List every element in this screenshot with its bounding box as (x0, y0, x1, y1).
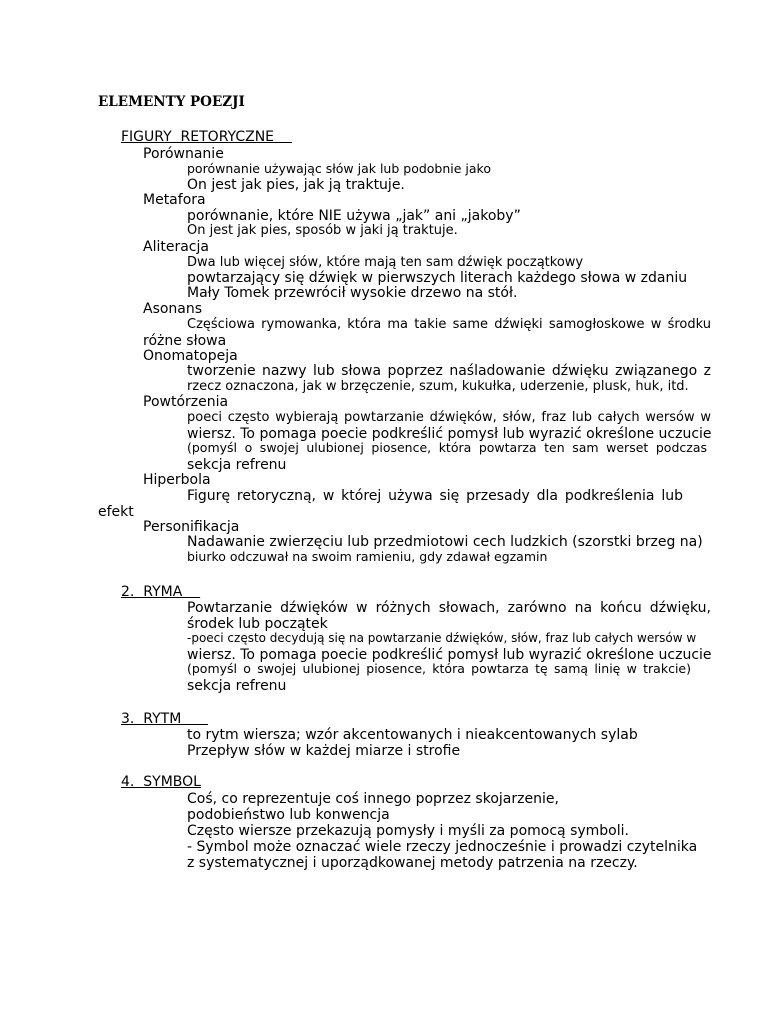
term-personifikacja: Personifikacja (143, 519, 240, 535)
definition-line: sekcja refrenu (187, 678, 287, 694)
definition-line: sekcja refrenu (187, 457, 287, 473)
definition-line: tworzenie nazwy lub słowa poprzez naśladowanie dźwięku związanego z (187, 363, 711, 379)
definition-line: podobieństwo lub konwencja (187, 807, 390, 823)
section-heading-text: 3. RYTM (121, 711, 208, 727)
definition-line: wiersz. To pomaga poecie podkreślić pomysł lub wyrazić określone uczucie (187, 426, 712, 442)
definition-line: Coś, co reprezentuje coś innego poprzez skojarzenie, (187, 791, 559, 807)
definition-line: poeci często wybierają powtarzanie dźwięków, słów, fraz lub całych wersów w (187, 410, 711, 425)
section-heading-figury (121, 130, 292, 144)
term-metafora: Metafora (143, 192, 206, 208)
section-heading-rytm (121, 712, 208, 726)
term-onomatopeja: Onomatopeja (143, 348, 238, 364)
example-line: Mały Tomek przewrócił wysokie drzewo na stół. (187, 285, 518, 301)
definition-line: Figurę retoryczną, w której używa się przesady dla podkreślenia lub (187, 488, 683, 504)
section-heading-text: 2. RYMA (121, 584, 201, 600)
definition-line: porównanie używając słów jak lub podobnie jako (187, 161, 491, 176)
term-porownanie: Porównanie (143, 146, 224, 162)
section-heading-symbol (121, 775, 201, 789)
definition-line: (pomyśl o swojej ulubionej piosence, która powtarza ten sam werset podczas (187, 440, 707, 455)
section-heading-ryma (121, 585, 200, 599)
definition-line: (pomyśl o swojej ulubionej piosence, która powtarza tę samą linię w trakcie) (187, 661, 691, 676)
definition-line: to rytm wiersza; wzór akcentowanych i nieakcentowanych sylab (187, 727, 638, 743)
section-heading-text: FIGURY RETORYCZNE (121, 129, 292, 145)
definition-line: Dwa lub więcej słów, które mają ten sam dźwięk początkowy (187, 255, 584, 270)
example-line: On jest jak pies, sposób w jaki ją traktuje. (187, 223, 458, 238)
term-hiperbola: Hiperbola (143, 472, 211, 488)
definition-line: Częściowa rymowanka, która ma takie same dźwięki samogłoskowe w środku (187, 317, 711, 332)
definition-line: Powtarzanie dźwięków w różnych słowach, zarówno na końcu dźwięku, (187, 600, 711, 616)
document-title: ELEMENTY POEZJI (98, 94, 245, 110)
example-line: biurko odczuwał na swoim ramieniu, gdy zdawał egzamin (187, 549, 548, 564)
term-aliteracja: Aliteracja (143, 239, 209, 255)
definition-line: środek lub początek (187, 616, 328, 632)
definition-line: powtarzający się dźwięk w pierwszych literach każdego słowa w zdaniu (187, 270, 688, 286)
definition-line: Nadawanie zwierzęciu lub przedmiotowi cech ludzkich (szorstki brzeg na) (187, 534, 703, 550)
definition-line: Często wiersze przekazują pomysły i myśli za pomocą symboli. (187, 823, 629, 839)
definition-line: rzecz oznaczona, jak w brzęczenie, szum, kukułka, uderzenie, plusk, huk, itd. (187, 379, 689, 394)
term-asonans: Asonans (143, 301, 203, 317)
definition-continuation: efekt (98, 504, 134, 520)
example-line: On jest jak pies, jak ją traktuje. (187, 177, 405, 193)
definition-line: porównanie, które NIE używa „jak” ani „jakoby” (187, 208, 521, 224)
section-heading-text: 4. SYMBOL (121, 774, 201, 790)
definition-line: -poeci często decydują się na powtarzanie dźwięków, słów, fraz lub całych wersów w (187, 631, 697, 645)
definition-line: wiersz. To pomaga poecie podkreślić pomysł lub wyrazić określone uczucie (187, 647, 712, 663)
definition-line: z systematycznej i uporządkowanej metody patrzenia na rzeczy. (187, 855, 638, 871)
definition-line: - Symbol może oznaczać wiele rzeczy jednocześnie i prowadzi czytelnika (187, 839, 698, 855)
definition-line: Przepływ słów w każdej miarze i strofie (187, 743, 461, 759)
definition-continuation: różne słowa (143, 333, 227, 349)
term-powtorzenia: Powtórzenia (143, 394, 229, 410)
